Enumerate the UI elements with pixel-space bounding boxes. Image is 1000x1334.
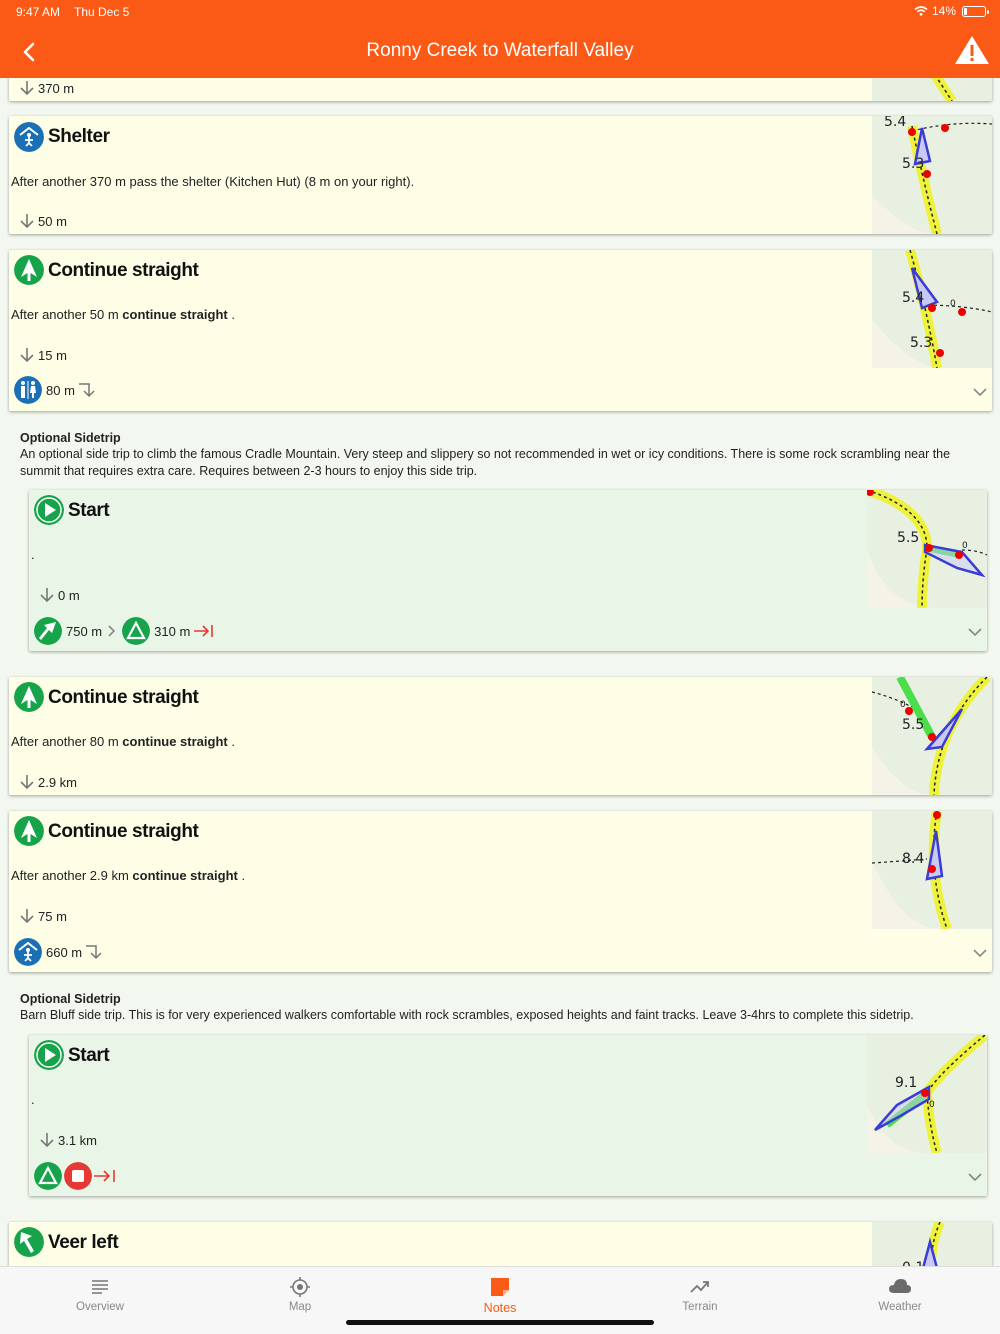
instruction-card-continue-straight-2[interactable] bbox=[9, 677, 992, 795]
upcoming-row bbox=[14, 938, 102, 966]
wifi-icon bbox=[914, 6, 928, 16]
tab-label: Map bbox=[288, 1301, 312, 1313]
turn-down-icon bbox=[86, 943, 102, 961]
map-thumbnail bbox=[867, 490, 987, 608]
map-thumbnail bbox=[872, 116, 992, 234]
sidetrip-heading: Optional Sidetrip bbox=[20, 431, 121, 445]
play-start-icon bbox=[34, 495, 64, 525]
arrow-down-icon bbox=[40, 587, 54, 603]
instruction-card-continue-straight-1[interactable] bbox=[9, 250, 992, 411]
map-label: 5.4 bbox=[884, 116, 907, 130]
arrow-down-icon bbox=[20, 80, 34, 96]
map-label: 9.1 bbox=[895, 1075, 918, 1091]
upcoming-row bbox=[14, 376, 95, 404]
distance-label: 370 m bbox=[38, 80, 75, 96]
sidetrip-start-card[interactable] bbox=[29, 1035, 987, 1196]
chevron-down-icon[interactable] bbox=[968, 1172, 982, 1182]
map-label: 0 bbox=[950, 299, 956, 309]
sharp-right-icon bbox=[34, 617, 62, 645]
card-description: After another 80 m continue straight . bbox=[11, 734, 235, 749]
battery-percent: 14% bbox=[931, 4, 956, 18]
status-date: Thu Dec 5 bbox=[74, 5, 130, 19]
tab-weather[interactable] bbox=[800, 1267, 1000, 1327]
trend-icon bbox=[688, 1277, 712, 1297]
map-label: 0 bbox=[962, 541, 968, 551]
distance-label: 75 m bbox=[38, 908, 67, 924]
end-arrow-icon bbox=[194, 624, 214, 638]
locate-icon bbox=[288, 1277, 312, 1297]
upcoming-distance: 80 m bbox=[46, 382, 75, 398]
toilet-icon bbox=[14, 376, 42, 404]
card-description: After another 50 m continue straight . bbox=[11, 307, 235, 322]
map-label: 5.5 bbox=[902, 717, 925, 733]
tab-map[interactable] bbox=[200, 1267, 400, 1327]
tab-label: Terrain bbox=[682, 1301, 718, 1313]
play-start-icon bbox=[34, 1040, 64, 1070]
map-thumbnail bbox=[872, 811, 992, 929]
shelter-icon bbox=[14, 938, 42, 966]
instruction-card-veer-left[interactable] bbox=[9, 1222, 992, 1266]
arrow-down-icon bbox=[20, 774, 34, 790]
chevron-down-icon[interactable] bbox=[973, 948, 987, 958]
card-description: . bbox=[31, 1092, 35, 1107]
chevron-down-icon[interactable] bbox=[973, 387, 987, 397]
card-description: After another 2.9 km continue straight . bbox=[11, 868, 246, 883]
map-label: 5.4 bbox=[902, 290, 925, 306]
tab-notes[interactable] bbox=[400, 1267, 600, 1327]
distance-row bbox=[40, 1132, 97, 1148]
map-label: 0 bbox=[929, 1100, 935, 1110]
map-thumbnail bbox=[872, 677, 992, 795]
arrow-down-icon bbox=[20, 213, 34, 229]
summit-icon bbox=[122, 617, 150, 645]
tab-label: Overview bbox=[76, 1301, 124, 1313]
distance-row bbox=[20, 347, 67, 363]
sidetrip-text: Barn Bluff side trip. This is for very experienced walkers comfortable with rock scrambles, exposed heights and faint tracks. Leave 3-4hrs to complete this sidetrip. bbox=[20, 1008, 914, 1022]
map-thumbnail bbox=[872, 250, 992, 368]
distance-row bbox=[20, 80, 74, 96]
upcoming-distance: 660 m bbox=[46, 944, 83, 960]
status-indicators bbox=[914, 4, 986, 18]
map-label: 5.3 bbox=[902, 156, 925, 172]
stop-icon bbox=[64, 1162, 92, 1190]
arrow-down-icon bbox=[20, 908, 34, 924]
distance-row bbox=[40, 587, 80, 603]
distance-row bbox=[20, 213, 67, 229]
map-thumbnail bbox=[872, 1222, 992, 1266]
chevron-right-icon bbox=[106, 624, 118, 638]
distance-row bbox=[20, 908, 67, 924]
card-title: Shelter bbox=[48, 126, 110, 147]
upcoming-row bbox=[34, 1162, 116, 1190]
straight-arrow-icon bbox=[14, 816, 44, 846]
cloud-icon bbox=[888, 1277, 912, 1297]
tab-overview[interactable] bbox=[0, 1267, 200, 1327]
battery-icon bbox=[962, 6, 986, 17]
chevron-down-icon[interactable] bbox=[968, 627, 982, 637]
sidetrip-start-card[interactable] bbox=[29, 490, 987, 651]
straight-arrow-icon bbox=[14, 682, 44, 712]
instruction-card-shelter[interactable] bbox=[9, 116, 992, 234]
card-description: . bbox=[31, 547, 35, 562]
shelter-icon bbox=[14, 122, 44, 152]
sidetrip-text: An optional side trip to climb the famous Cradle Mountain. Very steep and slippery so not recommended in wet or icy conditions. There is some rock scrambling near the summit that requires extra care. Requires between 2-3 hours to enjoy this side trip. bbox=[20, 447, 951, 478]
card-title: Continue straight bbox=[48, 687, 199, 708]
card-title: Continue straight bbox=[48, 821, 199, 842]
sidetrip-heading: Optional Sidetrip bbox=[20, 992, 121, 1006]
note-icon bbox=[488, 1277, 512, 1297]
tab-terrain[interactable] bbox=[600, 1267, 800, 1327]
tab-label: Weather bbox=[878, 1301, 922, 1313]
home-indicator[interactable] bbox=[346, 1320, 654, 1325]
tab-label: Notes bbox=[483, 1301, 517, 1315]
distance-label: 3.1 km bbox=[58, 1132, 98, 1148]
card-title: Veer left bbox=[48, 1232, 119, 1253]
upcoming-distance: 750 m bbox=[66, 623, 103, 639]
arrow-down-icon bbox=[40, 1132, 54, 1148]
summit-icon bbox=[34, 1162, 62, 1190]
nav-header bbox=[0, 0, 1000, 78]
list-icon bbox=[88, 1277, 112, 1297]
status-time: 9:47 AM bbox=[16, 5, 61, 19]
upcoming-row bbox=[34, 617, 214, 645]
arrow-down-icon bbox=[20, 347, 34, 363]
card-title: Start bbox=[68, 500, 110, 521]
map-thumbnail bbox=[867, 1035, 987, 1153]
straight-arrow-icon bbox=[14, 255, 44, 285]
map-label: 5.3 bbox=[910, 335, 933, 351]
warning-icon[interactable] bbox=[954, 34, 990, 66]
map-label: 0 bbox=[900, 700, 906, 710]
distance-label: 0 m bbox=[58, 587, 80, 603]
veer-left-icon bbox=[14, 1227, 44, 1257]
card-description: After another 370 m pass the shelter (Kitchen Hut) (8 m on your right). bbox=[11, 174, 415, 189]
instruction-card-continue-straight-3[interactable] bbox=[9, 811, 992, 972]
end-arrow-icon bbox=[94, 1169, 116, 1183]
distance-label: 2.9 km bbox=[38, 774, 78, 790]
upcoming-distance: 310 m bbox=[154, 623, 191, 639]
distance-label: 50 m bbox=[38, 213, 67, 229]
distance-label: 15 m bbox=[38, 347, 67, 363]
distance-row bbox=[20, 774, 77, 790]
map-label: 5.5 bbox=[897, 530, 920, 546]
card-title: Continue straight bbox=[48, 260, 199, 281]
turn-down-icon bbox=[79, 381, 95, 399]
page-title: Ronny Creek to Waterfall Valley bbox=[366, 40, 634, 61]
map-label: 8.4 bbox=[902, 851, 925, 867]
card-title: Start bbox=[68, 1045, 110, 1066]
